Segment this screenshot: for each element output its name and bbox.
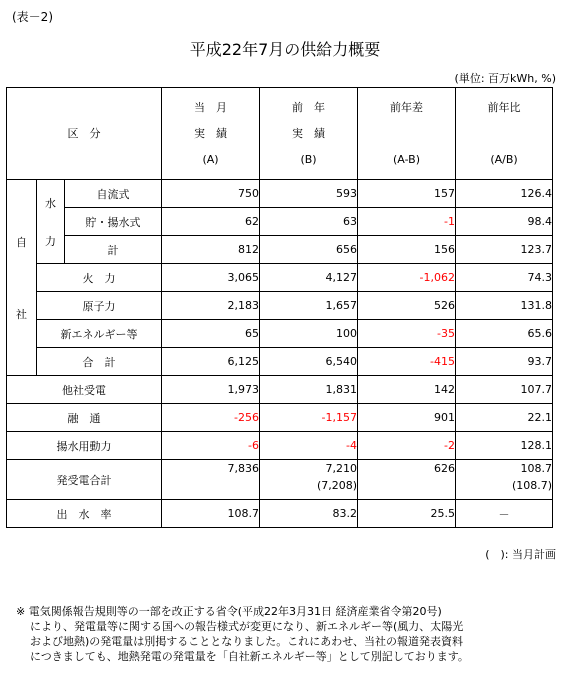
header-previous-year xyxy=(260,88,358,180)
row-label-run-of-river: 自流式 xyxy=(65,180,162,208)
row-label-water-rate: 出 水 率 xyxy=(7,500,162,528)
footnote-line: および地熱)の発電量は別掲することとなりました。これにあわせ、当社の報道発表資料 xyxy=(30,635,463,648)
header-row xyxy=(7,88,553,180)
cell-value: 83.2 xyxy=(260,500,358,528)
table-row xyxy=(7,404,553,432)
cell-value: 74.3 xyxy=(456,264,553,292)
cell-value: 7,836 xyxy=(162,460,260,500)
cell-value: 142 xyxy=(358,376,456,404)
header-b-line2: 実 績 xyxy=(292,126,326,140)
header-b-line1: 前 年 xyxy=(292,100,326,114)
cell-value: 65 xyxy=(162,320,260,348)
header-a-line3: (A) xyxy=(202,152,219,166)
hydro-label xyxy=(37,180,65,264)
table-row xyxy=(7,432,553,460)
row-label-pumping-power: 揚水用動力 xyxy=(7,432,162,460)
row-label-own-total: 合 計 xyxy=(37,348,162,376)
row-label-gen-received-total: 発受電合計 xyxy=(7,460,162,500)
footnote-line: により、発電量等に関する国への報告様式が変更になり、新エネルギー等(風力、太陽光 xyxy=(30,620,464,633)
header-b-line3: (B) xyxy=(300,152,317,166)
cell-value: 1,973 xyxy=(162,376,260,404)
cell-value: 62 xyxy=(162,208,260,236)
table-row xyxy=(7,376,553,404)
unit-label: (単位: 百万kWh, %) xyxy=(454,72,556,85)
hydro-label-char1: 水 xyxy=(45,196,56,210)
cell-value: 128.1 xyxy=(456,432,553,460)
cell-value: -2 xyxy=(358,432,456,460)
cell-value-plan: (108.7) xyxy=(511,479,553,492)
header-year-ratio xyxy=(456,88,553,180)
footnote-line: につきましても、地熱発電の発電量を「自社新エネルギー等」として別記しております。 xyxy=(30,650,469,663)
table-row xyxy=(7,460,553,500)
table-row xyxy=(7,292,553,320)
cell-value: 22.1 xyxy=(456,404,553,432)
cell-value: 2,183 xyxy=(162,292,260,320)
cell-value: 593 xyxy=(260,180,358,208)
table-row xyxy=(7,320,553,348)
footnote-line: ※ 電気関係報告規則等の一部を改正する省令(平成22年3月31日 経済産業省令第20号) xyxy=(16,605,442,618)
cell-value: 107.7 xyxy=(456,376,553,404)
header-year-diff xyxy=(358,88,456,180)
cell-value: 6,540 xyxy=(260,348,358,376)
cell-value: 100 xyxy=(260,320,358,348)
cell-value: 750 xyxy=(162,180,260,208)
cell-value-plan: (7,208) xyxy=(316,479,358,492)
cell-value: -415 xyxy=(358,348,456,376)
cell-value xyxy=(456,460,553,500)
cell-value: 157 xyxy=(358,180,456,208)
cell-value: 6,125 xyxy=(162,348,260,376)
table-row xyxy=(7,500,553,528)
row-label-new-energy: 新エネルギー等 xyxy=(37,320,162,348)
table-row xyxy=(7,208,553,236)
table-label: (表－2) xyxy=(12,10,53,24)
cell-value: -1,157 xyxy=(260,404,358,432)
cell-value: 526 xyxy=(358,292,456,320)
header-a-line2: 実 績 xyxy=(194,126,228,140)
cell-value: -4 xyxy=(260,432,358,460)
table-row xyxy=(7,264,553,292)
header-ratio-line1: 前年比 xyxy=(487,100,521,114)
cell-value: 123.7 xyxy=(456,236,553,264)
own-label-char2: 社 xyxy=(16,307,27,321)
hydro-label-char2: 力 xyxy=(45,234,56,248)
cell-value: -1 xyxy=(358,208,456,236)
table-row xyxy=(7,348,553,376)
cell-value: 63 xyxy=(260,208,358,236)
cell-value-actual: 108.7 xyxy=(520,462,553,475)
cell-value: 98.4 xyxy=(456,208,553,236)
cell-value: -35 xyxy=(358,320,456,348)
header-ratio-line2: (A/B) xyxy=(490,152,518,166)
cell-value: 3,065 xyxy=(162,264,260,292)
cell-value: 812 xyxy=(162,236,260,264)
cell-value: 1,657 xyxy=(260,292,358,320)
cell-value: 108.7 xyxy=(162,500,260,528)
header-a-line1: 当 月 xyxy=(194,100,228,114)
cell-value: 1,831 xyxy=(260,376,358,404)
cell-value: 131.8 xyxy=(456,292,553,320)
cell-value: 93.7 xyxy=(456,348,553,376)
table-row xyxy=(7,180,553,208)
header-diff-line1: 前年差 xyxy=(390,100,424,114)
supply-table xyxy=(6,87,553,528)
cell-value: 901 xyxy=(358,404,456,432)
row-label-hydro-total: 計 xyxy=(65,236,162,264)
cell-value: 25.5 xyxy=(358,500,456,528)
cell-value: -6 xyxy=(162,432,260,460)
own-company-label xyxy=(7,180,37,376)
page-title: 平成22年7月の供給力概要 xyxy=(189,40,381,59)
row-label-thermal: 火 力 xyxy=(37,264,162,292)
cell-value: － xyxy=(456,500,553,528)
footnote xyxy=(16,604,469,664)
cell-value-actual: 7,210 xyxy=(325,462,358,475)
cell-value: 126.4 xyxy=(456,180,553,208)
header-diff-line2: (A-B) xyxy=(393,152,421,166)
cell-value: 626 xyxy=(358,460,456,500)
row-label-interchange: 融 通 xyxy=(7,404,162,432)
row-label-pumped: 貯・揚水式 xyxy=(65,208,162,236)
cell-value xyxy=(260,460,358,500)
row-label-nuclear: 原子力 xyxy=(37,292,162,320)
plan-legend: ( ): 当月計画 xyxy=(485,548,556,561)
cell-value: -256 xyxy=(162,404,260,432)
cell-value: 65.6 xyxy=(456,320,553,348)
header-category: 区 分 xyxy=(7,88,162,180)
table-row xyxy=(7,236,553,264)
cell-value: 656 xyxy=(260,236,358,264)
cell-value: 156 xyxy=(358,236,456,264)
cell-value: -1,062 xyxy=(358,264,456,292)
row-label-other-received: 他社受電 xyxy=(7,376,162,404)
own-label-char1: 自 xyxy=(16,235,27,249)
cell-value: 4,127 xyxy=(260,264,358,292)
header-current-month xyxy=(162,88,260,180)
